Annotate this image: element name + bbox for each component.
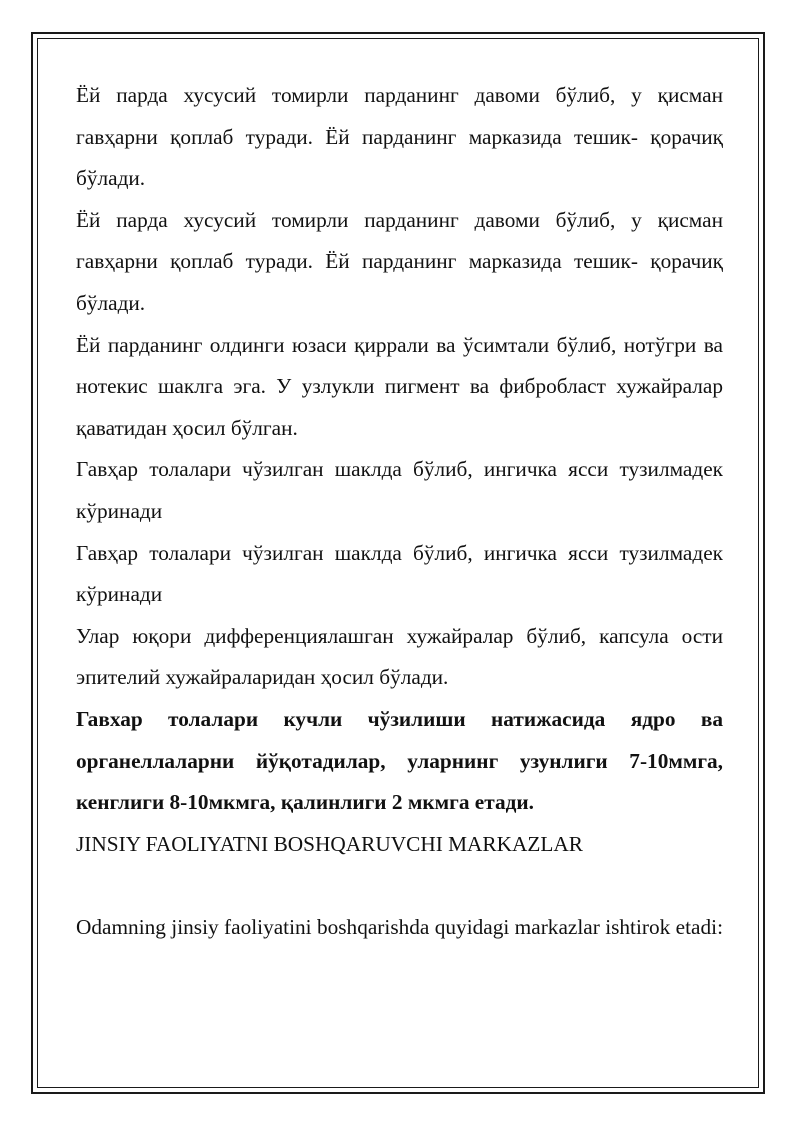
document-body bbox=[76, 75, 723, 948]
paragraph-3: Ёй парданинг олдинги юзаси қиррали ва ўсимтали бўлиб, нотўгри ва нотекис шаклга эга. У узлукли пигмент ва фибробласт хужайралар қаватидан ҳосил бўлган. bbox=[76, 332, 723, 440]
blank-line bbox=[76, 865, 723, 907]
paragraph-5: Гавҳар толалари чўзилган шаклда бўлиб, ингичка ясси тузилмадек кўринади bbox=[76, 540, 723, 607]
final-paragraph: Odamning jinsiy faoliyatini boshqarishda quyidagi markazlar ishtirok etadi: bbox=[76, 914, 723, 939]
paragraph-6: Улар юқори дифференциялашган хужайралар бўлиб, капсула ости эпителий хужайраларидан ҳосил бўлади. bbox=[76, 623, 723, 690]
section-heading: JINSIY FAOLIYATNI BOSHQARUVCHI MARKAZLAR bbox=[76, 831, 583, 856]
paragraph-2: Ёй парда хусусий томирли парданинг давоми бўлиб, у қисман гавҳарни қоплаб туради. Ёй парданинг марказида тешик- қорачиқ бўлади. bbox=[76, 207, 723, 315]
bold-paragraph: Гавхар толалари кучли чўзилиши натижасида ядро ва органеллаларни йўқотадилар, уларнинг узунлиги 7-10ммга, кенглиги 8-10мкмга, қалинлиги 2 мкмга етади. bbox=[76, 706, 723, 815]
paragraph-4: Гавҳар толалари чўзилган шаклда бўлиб, ингичка ясси тузилмадек кўринади bbox=[76, 457, 723, 523]
paragraph-1: Ёй парда хусусий томирли парданинг давоми бўлиб, у қисман гавҳарни қоплаб туради. Ёй парданинг марказида тешик- қорачиқ бўлади. bbox=[76, 83, 723, 191]
